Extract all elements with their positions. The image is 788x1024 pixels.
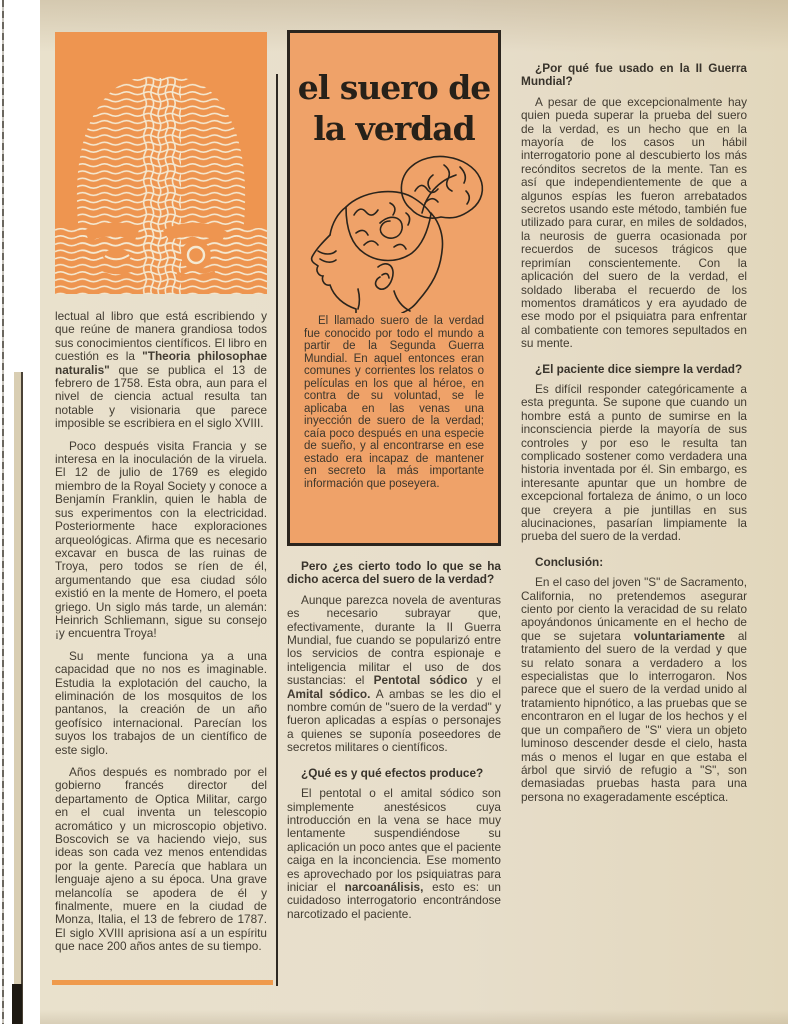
- open-skull-brain-illustration: [294, 151, 494, 313]
- section-body: En el caso del joven "S" de Sacramento, California, no pretendemos asegurar ciento por ciento la veracidad de su relato apoyándonos únicamente en el hecho de que se sujetara voluntariamente al tratamiento del suero de la verdad y que su relato sonara a verdadero a los especialistas que lo interrogaron. Nos parece que el suero de la verdad unido al tratamiento hipnótico, a las pruebas que se encontraron en el lugar de los hechos y el que un compañero de "S" viera un objeto luminoso descender desde el cielo, hasta más o menos el lugar en que estaba el árbol que sirvió de refugio a "S", son demasiadas pruebas hasta para una persona no exageradamente escéptica.: [521, 575, 747, 804]
- scan-binding-edge: [2, 0, 4, 1024]
- paper: [40, 0, 788, 1024]
- section-heading: Pero ¿es cierto todo lo que se ha dicho acerca del suero de la verdad?: [287, 560, 501, 587]
- section-heading: Conclusión:: [535, 554, 604, 569]
- left-column-end-rule: [52, 980, 273, 985]
- adjacent-page-shadow: [12, 984, 22, 1024]
- section-body: Es difícil responder categóricamente a esta pregunta. Se supone que cuando un hombre está a punto de sumirse en la inconsciencia pierde la mayoría de sus controles y por eso le resulta tan complicado sostener como verdadera una historia inventada por él. Sin embargo, es interesante apuntar que un hombre de excepcional fortaleza de ánimo, o un loco que creyera a pie juntillas en sus alucinaciones, pasarían limpiamente la prueba del suero de la verdad.: [521, 381, 747, 544]
- article-title: [290, 67, 498, 149]
- box-caption: El llamado suero de la verdad fue conocido por todo el mundo a partir de la Segunda Guerra Mundial. En aquel entonces eran comunes y corrientes los relatos o películas en los que al héroe, en contra de su voluntad, se le aplicaba en las venas una inyección de suero de la verdad; caía poco después en una especie de sueño, y al encontrarse en ese estado era incapaz de mantener en secreto la más importante información que poseyera.: [304, 315, 484, 490]
- section-body: A pesar de que excepcionalmente hay quien pueda superar la prueba del suero de la verdad, es un hecho que en la mayoría de los casos un hábil interrogatorio pone al descubierto los más recónditos secretos de la mente. Tan es así que independientemente de que a algunos espías les fueron arrebatados secretos usando este método, también fue utilizado para curar, en miles de soldados, la neurosis de guerra ocasionada por recuerdos de sucesos trágicos que reprimían conscientemente. Con la aplicación del suero de la verdad, el soldado liberaba el recuerdo de los momentos dramáticos y era ayudado de ese modo por el psiquiatra para enfrentar al combatiente con temores sepultados en su mente.: [521, 94, 747, 351]
- section-heading: ¿Qué es y qué efectos produce?: [301, 765, 484, 780]
- adjacent-page-edge: [14, 372, 23, 1024]
- right-column: [521, 62, 747, 1008]
- moire-head-illustration: [55, 32, 267, 294]
- section-body: El pentotal o el amital sódico son simplemente anestésicos cuya introducción en la vena se hace muy lentamente suspendiéndose su aplicación un poco antes que el paciente caiga en la inconciencia. Ese momento es aprovechado por los psiquiatras para iniciar el narcoanálisis, esto es: un cuidadoso interrogatorio encontrándose narcotizado el paciente.: [287, 786, 501, 921]
- section-body: Aunque parezca novela de aventuras es necesario subrayar que, efectivamente, durante la II Guerra Mundial, fue cuando se popularizó entre los servicios de contra espionaje e inteligencia militar el uso de dos sustancias: el Pentotal sódico y el Amital sódico. A ambas se les dio el nombre común de "suero de la verdad" y fueron aplicadas a espías o personajes a quienes se suponía poseedores de secretos militares o científicos.: [287, 592, 501, 755]
- article-title-line2: la verdad: [313, 109, 475, 148]
- article-title-line1: el suero de: [297, 68, 491, 107]
- left-column: lectual al libro que está escribiendo y que reúne de manera grandiosa todos sus conocimientos científicos. El libro en cuestión es la "Theoria philosophae naturalis" que se publica el 13 de febrero de 1758. Esta obra, aun para el nivel de ciencia actual resulta tan notable y visionaria que parece imposible se escribiera en el siglo XVIII. Poco después visita Francia y se interesa en la inoculación de la viruela. El 12 de julio de 1769 es elegido miembro de la Royal Society y conoce a Benjamín Franklin, quien le habla de sus experimentos con la electricidad. Posteriormente hace exploraciones arqueológicas. Afirma que es necesario excavar en busca de las ruinas de Troya, pero todos se ríen de él, argumentando que esa ciudad sólo existió en la mente de Homero, el poeta griego. Un siglo más tarde, un alemán: Heinrich Schliemann, sigue su consejo ¡y encuentra Troya! Su mente funciona ya a una capacidad que no nos es imaginable. Estudia la explotación del caucho, la eliminación de los mosquitos de los pantanos, la creación de un año geofísico internacional. Parecían los suyos los trabajos de un científico de este siglo. Años después es nombrado por el gobierno francés director del departamento de Optica Militar, cargo en el cual inventa un telescopio acromático y un microscopio objetivo. Boscovich se va haciendo viejo, sus ideas son cada vez menos entendidas por la gente. Parecía que hablara un lenguaje ajeno a su época. Una grave melancolía se apodera de él y finalmente, muere en la ciudad de Monza, Italia, el 13 de febrero de 1787. El siglo XVIII aprisiona así a un espíritu que nace 200 años antes de su tiempo.: [55, 310, 267, 954]
- column-divider-rule: [276, 74, 278, 986]
- middle-column: [287, 560, 501, 1008]
- section-heading: ¿Por qué fue usado en la II Guerra Mundial?: [521, 62, 747, 89]
- feature-box: [287, 30, 501, 546]
- section-heading: ¿El paciente dice siempre la verdad?: [535, 361, 743, 376]
